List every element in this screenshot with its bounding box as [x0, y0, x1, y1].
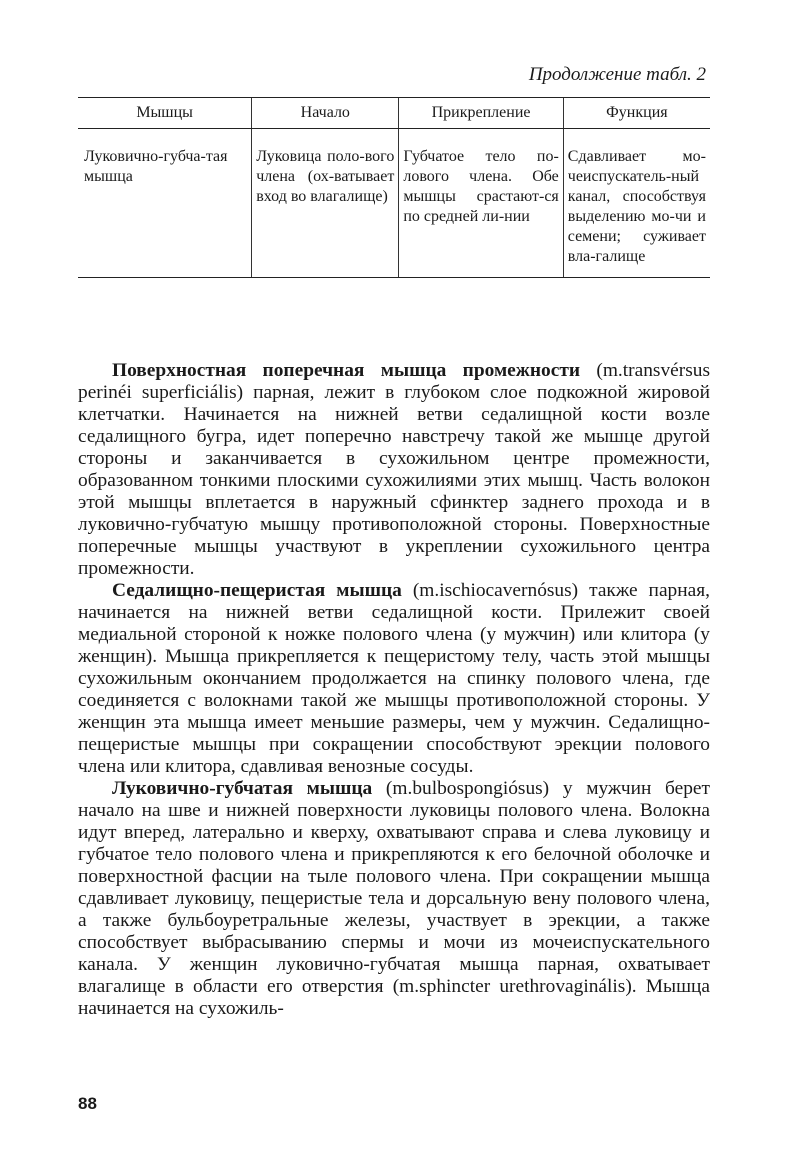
table-caption: Продолжение табл. 2	[528, 64, 706, 85]
paragraph-transverse-perineal	[78, 360, 710, 580]
muscle-table	[78, 97, 710, 278]
cell-muscle: Луковично-губча-тая мышца	[78, 129, 252, 278]
term-transverse-perineal: Поверхностная поперечная мышца промежности	[112, 360, 581, 381]
term-ischiocavernosus: Седалищно-пещеристая мышца	[112, 580, 402, 601]
table-header-row	[78, 98, 710, 129]
term-bulbospongiosus: Луковично-губчатая мышца	[112, 778, 373, 799]
header-function: Функция	[563, 98, 710, 129]
header-insertion: Прикрепление	[399, 98, 563, 129]
table-row	[78, 129, 710, 278]
page-number: 88	[78, 1094, 97, 1113]
body-text	[78, 360, 710, 1020]
header-origin: Начало	[252, 98, 399, 129]
cell-insertion: Губчатое тело по-лового члена. Обе мышцы срастают-ся по средней ли-нии	[399, 129, 563, 278]
paragraph-bulbospongiosus	[78, 778, 710, 1020]
text-transverse-perineal: (m.transvérsus perinéi superficiális) парная, лежит в глубоком слое подкожной жировой клетчатки. Начинается на нижней ветви седалищной кости возле седалищного бугра, идет поперечно навстречу такой же мышце другой стороны и заканчивается в сухожильном центре промежности, образованном тонкими плоскими сухожилиями этих мышц. Часть волокон этой мышцы вплетается в наружный сфинктер заднего прохода и в луковично-губчатую мышцу противоположной стороны. Поверхностные поперечные мышцы участвуют в укреплении сухожильного центра промежности.	[78, 360, 710, 579]
cell-function: Сдавливает мо-чеиспускатель-ный канал, способствуя выделению мо-чи и семени; суживает вла-галище	[563, 129, 710, 278]
header-muscles: Мышцы	[78, 98, 252, 129]
text-ischiocavernosus: (m.ischiocavernósus) также парная, начинается на нижней ветви седалищной кости. Прилежит своей медиальной стороной к ножке полового члена (у мужчин) или клитора (у женщин). Мышца прикрепляется к пещеристому телу, часть этой мышцы сухожильным окончанием продолжается на спинку полового члена, где соединяется с волокнами такой же мышцы противоположной стороны. У женщин эта мышца имеет меньшие размеры, чем у мужчин. Седалищно-пещеристые мышцы при сокращении способствуют эрекции полового члена или клитора, сдавливая венозные сосуды.	[78, 580, 710, 777]
text-bulbospongiosus: (m.bulbospongiósus) у мужчин берет начало на шве и нижней поверхности луковицы полового члена. Волокна идут вперед, латерально и кверху, охватывают справа и слева луковицу и губчатое тело полового члена и прикрепляются к его белочной оболочке и поверхностной фасции на тыле полового члена. При сокращении мышца сдавливает луковицу, пещеристые тела и дорсальную вену полового члена, а также бульбоуретральные железы, участвует в эрекции, а также способствует выбрасыванию спермы и мочи из мочеиспускательного канала. У женщин луковично-губчатая мышца парная, охватывает влагалище в области его отверстия (m.sphincter urethrovaginális). Мышца начинается на сухожиль-	[78, 778, 711, 1019]
paragraph-ischiocavernosus	[78, 580, 710, 778]
cell-origin: Луковица поло-вого члена (ох-ватывает вход во влагалище)	[252, 129, 399, 278]
